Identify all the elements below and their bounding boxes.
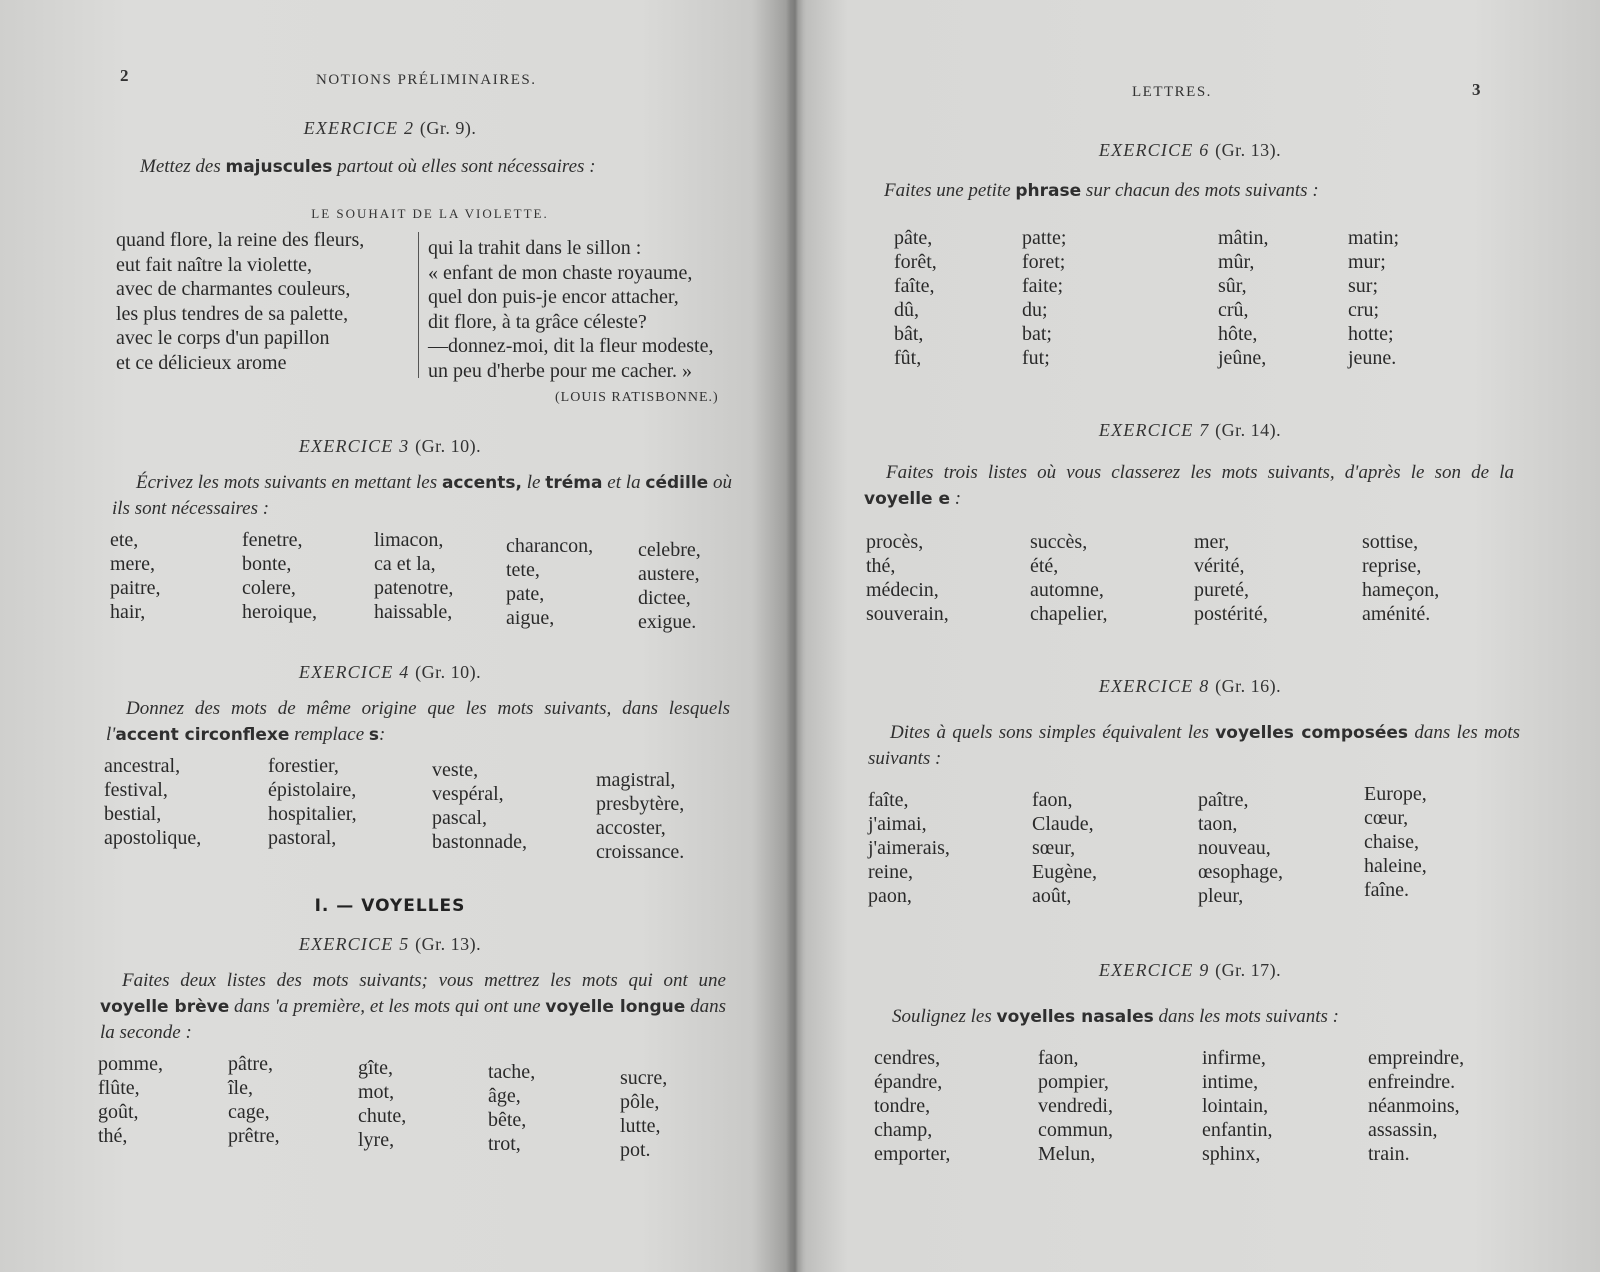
- word: pompier,: [1038, 1071, 1109, 1093]
- exercise-3-instruction: [112, 470, 732, 522]
- word: hôte,: [1218, 323, 1258, 345]
- word: tache,: [488, 1061, 536, 1083]
- word: hair,: [110, 601, 146, 623]
- word: île,: [228, 1077, 253, 1099]
- word-column: [506, 528, 638, 634]
- instruction-text: Faites trois listes où vous classerez les mots suivants, d'après le son de la: [886, 462, 1514, 483]
- poem-line: qui la trahit dans le sillon :: [428, 237, 642, 259]
- word: trot,: [488, 1133, 521, 1155]
- exercise-title-text: EXERCICE 2: [303, 118, 415, 138]
- word: chaise,: [1364, 831, 1419, 853]
- word: intime,: [1202, 1071, 1259, 1093]
- word: haissable,: [374, 601, 453, 623]
- instruction-text: le: [521, 472, 546, 493]
- exercise-ref: (Gr. 13).: [415, 934, 482, 954]
- word: pâte,: [894, 227, 933, 249]
- exercise-7-title: [820, 420, 1560, 441]
- word: lutte,: [620, 1115, 661, 1137]
- word: patenotre,: [374, 577, 454, 599]
- exercise-ref: (Gr. 17).: [1215, 960, 1282, 980]
- word: pôle,: [620, 1091, 660, 1113]
- word: mûr,: [1218, 251, 1255, 273]
- exercise-4-instruction: [106, 696, 730, 748]
- word-column: [1038, 1046, 1202, 1166]
- word-column: [874, 1046, 1038, 1166]
- word: sottise,: [1362, 531, 1419, 553]
- word-column: [268, 754, 432, 864]
- word: exigue.: [638, 611, 697, 633]
- exercise-ref: (Gr. 9).: [419, 118, 477, 138]
- word: nouveau,: [1198, 837, 1271, 859]
- word: pleur,: [1198, 885, 1244, 907]
- word-column: [1032, 788, 1198, 908]
- page-number: 3: [1472, 80, 1481, 99]
- word-column: [1218, 226, 1348, 370]
- exercise-5-title: [40, 934, 740, 955]
- instruction-text: Soulignez les: [892, 1006, 997, 1027]
- left-page: [0, 0, 780, 1272]
- instruction-emphasis: accent circonflexe: [115, 725, 290, 745]
- word: taon,: [1198, 813, 1238, 835]
- instruction-text: :: [950, 488, 962, 509]
- word: reprise,: [1362, 555, 1422, 577]
- word: Eugène,: [1032, 861, 1097, 883]
- word: mur;: [1348, 251, 1386, 273]
- instruction-emphasis: voyelle longue: [545, 997, 686, 1017]
- exercise-3-words: [110, 528, 738, 634]
- word: cendres,: [874, 1047, 941, 1069]
- word: chapelier,: [1030, 603, 1108, 625]
- word: fenetre,: [242, 529, 303, 551]
- word: veste,: [432, 759, 479, 781]
- word: enfreindre.: [1368, 1071, 1456, 1093]
- word: sœur,: [1032, 837, 1076, 859]
- exercise-ref: (Gr. 13).: [1215, 140, 1282, 160]
- word: festival,: [104, 779, 168, 801]
- exercise-7-words: [866, 530, 1482, 626]
- word: été,: [1030, 555, 1059, 577]
- word: aigue,: [506, 607, 555, 629]
- word: faon,: [1032, 789, 1073, 811]
- poem-line: quand flore, la reine des fleurs,: [116, 229, 365, 251]
- word: épistolaire,: [268, 779, 357, 801]
- word-column: [1362, 530, 1482, 626]
- word-column: [596, 754, 726, 864]
- instruction-emphasis: voyelles composées: [1215, 723, 1409, 743]
- instruction-text: Mettez des: [140, 156, 226, 177]
- poem-left-column: [116, 228, 364, 375]
- word: œsophage,: [1198, 861, 1283, 883]
- exercise-6-instruction: [884, 178, 1524, 204]
- word-column: [868, 788, 1032, 908]
- word: faîne.: [1364, 879, 1409, 901]
- word: pâtre,: [228, 1053, 273, 1075]
- word: sur;: [1348, 275, 1378, 297]
- word: faite;: [1022, 275, 1064, 297]
- word: faîte,: [868, 789, 909, 811]
- word: bestial,: [104, 803, 162, 825]
- exercise-8-title: [820, 676, 1560, 697]
- poem-divider: [418, 232, 419, 378]
- word-column: [432, 754, 596, 864]
- exercise-2-instruction: [140, 154, 700, 180]
- poem-title: LE SOUHAIT DE LA VIOLETTE.: [311, 206, 549, 221]
- poem-line: —donnez-moi, dit la fleur modeste,: [428, 335, 714, 357]
- word: chute,: [358, 1105, 407, 1127]
- word: lyre,: [358, 1129, 395, 1151]
- exercise-ref: (Gr. 10).: [415, 436, 482, 456]
- word: épandre,: [874, 1071, 943, 1093]
- exercise-2-title: [40, 118, 740, 139]
- word: celebre,: [638, 539, 701, 561]
- word: Europe,: [1364, 783, 1427, 805]
- word: limacon,: [374, 529, 444, 551]
- word: jeûne,: [1218, 347, 1267, 369]
- exercise-ref: (Gr. 14).: [1215, 420, 1282, 440]
- word: jeune.: [1348, 347, 1397, 369]
- word: dictee,: [638, 587, 691, 609]
- word-column: [374, 528, 506, 634]
- word: tondre,: [874, 1095, 931, 1117]
- running-head: NOTIONS PRÉLIMINAIRES.: [316, 72, 537, 88]
- poem-line: les plus tendres de sa palette,: [116, 302, 349, 325]
- exercise-title-text: EXERCICE 7: [1098, 420, 1210, 440]
- word: infirme,: [1202, 1047, 1266, 1069]
- exercise-ref: (Gr. 10).: [415, 662, 482, 682]
- running-head: LETTRES.: [1132, 84, 1212, 100]
- word: emporter,: [874, 1143, 951, 1165]
- poem-line: quel don puis-je encor attacher,: [428, 286, 679, 308]
- word: sucre,: [620, 1067, 668, 1089]
- word: cœur,: [1364, 807, 1409, 829]
- word: flûte,: [98, 1077, 140, 1099]
- instruction-text: où ils sont nécessaires :: [112, 472, 732, 519]
- exercise-9-words: [874, 1046, 1498, 1166]
- word-column: [866, 530, 1030, 626]
- word: automne,: [1030, 579, 1104, 601]
- word: postérité,: [1194, 603, 1268, 625]
- word: mâtin,: [1218, 227, 1269, 249]
- exercise-7-instruction: [864, 460, 1514, 512]
- word: apostolique,: [104, 827, 202, 849]
- poem-line: « enfant de mon chaste royaume,: [428, 261, 693, 284]
- word: assassin,: [1368, 1119, 1438, 1141]
- instruction-text: dans les mots suivants :: [868, 722, 1520, 769]
- book-gutter: [786, 0, 806, 1272]
- word: faîte,: [894, 275, 935, 297]
- instruction-text: Faites deux listes des mots suivants; vous mettrez les mots qui ont une: [122, 970, 726, 991]
- exercise-9-title: [820, 960, 1560, 981]
- word: pomme,: [98, 1053, 163, 1075]
- word: mer,: [1194, 531, 1230, 553]
- instruction-text: Écrivez les mots suivants en mettant les: [136, 472, 442, 493]
- word: procès,: [866, 531, 924, 553]
- exercise-title-text: EXERCICE 3: [298, 436, 410, 456]
- word: faon,: [1038, 1047, 1079, 1069]
- instruction-emphasis: voyelle e: [864, 489, 951, 509]
- instruction-text: sur chacun des mots suivants :: [1081, 180, 1319, 201]
- word: ete,: [110, 529, 139, 551]
- exercise-6-title: [820, 140, 1560, 161]
- word: patte;: [1022, 227, 1067, 249]
- word: presbytère,: [596, 793, 685, 815]
- word: j'aimai,: [868, 813, 927, 835]
- word: août,: [1032, 885, 1072, 907]
- word: ancestral,: [104, 755, 181, 777]
- word: hotte;: [1348, 323, 1394, 345]
- word-column: [488, 1052, 620, 1162]
- word-column: [98, 1052, 228, 1162]
- word: hospitalier,: [268, 803, 357, 825]
- word: ca et la,: [374, 553, 436, 575]
- word: forêt,: [894, 251, 937, 273]
- poem-line: eut fait naître la violette,: [116, 253, 313, 276]
- instruction-emphasis: phrase: [1015, 181, 1082, 201]
- poem-line: et ce délicieux arome: [116, 351, 287, 374]
- word: du;: [1022, 299, 1048, 321]
- exercise-title-text: EXERCICE 4: [298, 662, 410, 682]
- word: vendredi,: [1038, 1095, 1113, 1117]
- word: commun,: [1038, 1119, 1113, 1141]
- word-column: [1022, 226, 1218, 370]
- instruction-text: dans 'a première, et les mots qui ont une: [229, 996, 546, 1017]
- exercise-4-title: [40, 662, 740, 683]
- word: bastonnade,: [432, 831, 527, 853]
- exercise-4-words: [104, 754, 726, 864]
- exercise-5-words: [98, 1052, 710, 1162]
- instruction-text: Faites une petite: [884, 180, 1016, 201]
- word-column: [620, 1052, 710, 1162]
- exercise-title-text: EXERCICE 6: [1098, 140, 1210, 160]
- poem-line: avec de charmantes couleurs,: [116, 278, 351, 300]
- word-column: [110, 528, 242, 634]
- word: vérité,: [1194, 555, 1245, 577]
- word-column: [1364, 782, 1474, 908]
- word: aménité.: [1362, 603, 1431, 625]
- word: mere,: [110, 553, 155, 575]
- word: heroique,: [242, 601, 317, 623]
- word: gîte,: [358, 1057, 393, 1079]
- word: pot.: [620, 1139, 651, 1161]
- word: bât,: [894, 323, 924, 345]
- word: crû,: [1218, 299, 1249, 321]
- word: dû,: [894, 299, 919, 321]
- word: fut;: [1022, 347, 1050, 369]
- poem-line: avec le corps d'un papillon: [116, 327, 330, 349]
- instruction-emphasis: cédille: [645, 473, 709, 493]
- word: bête,: [488, 1109, 527, 1131]
- word: cru;: [1348, 299, 1380, 321]
- word: champ,: [874, 1119, 933, 1141]
- word: lointain,: [1202, 1095, 1269, 1117]
- instruction-text: Donnez des mots de même origine que les mots suivants, dans lesquels l': [106, 698, 730, 745]
- word: souverain,: [866, 603, 949, 625]
- word-column: [104, 754, 268, 864]
- word: tete,: [506, 559, 540, 581]
- word-column: [358, 1052, 488, 1162]
- word: forestier,: [268, 755, 339, 777]
- word: haleine,: [1364, 855, 1427, 877]
- exercise-8-words: [868, 783, 1474, 908]
- word-column: [1368, 1046, 1498, 1166]
- exercise-title-text: EXERCICE 8: [1098, 676, 1210, 696]
- instruction-emphasis: voyelle brève: [100, 997, 230, 1017]
- instruction-text: et la: [602, 472, 646, 493]
- word: pate,: [506, 583, 545, 605]
- word-column: [1194, 530, 1362, 626]
- word: croissance.: [596, 841, 685, 863]
- right-page: [820, 0, 1600, 1272]
- word: sphinx,: [1202, 1143, 1261, 1165]
- page-number: 2: [120, 66, 129, 85]
- word: goût,: [98, 1101, 139, 1123]
- word: paitre,: [110, 577, 161, 599]
- word: accoster,: [596, 817, 666, 839]
- word: colere,: [242, 577, 296, 599]
- word: thé,: [98, 1125, 128, 1147]
- word: pureté,: [1194, 579, 1249, 601]
- word: reine,: [868, 861, 913, 883]
- word: pascal,: [432, 807, 487, 829]
- word: bat;: [1022, 323, 1052, 345]
- exercise-6-words: [894, 226, 1448, 370]
- poem-line: dit flore, à ta grâce céleste?: [428, 310, 647, 333]
- instruction-emphasis: majuscules: [225, 157, 333, 177]
- exercise-title-text: EXERCICE 9: [1098, 960, 1210, 980]
- word: matin;: [1348, 227, 1400, 249]
- word: austere,: [638, 563, 700, 585]
- exercise-5-instruction: [100, 968, 726, 1046]
- word: bonte,: [242, 553, 292, 575]
- poem-attribution: (LOUIS RATISBONNE.): [555, 390, 719, 405]
- instruction-text: Dites à quels sons simples équivalent les: [890, 722, 1216, 743]
- word: magistral,: [596, 769, 676, 791]
- word: empreindre,: [1368, 1047, 1465, 1069]
- instruction-text: remplace: [289, 724, 369, 745]
- word: mot,: [358, 1081, 395, 1103]
- word: prêtre,: [228, 1125, 280, 1147]
- word: j'aimerais,: [868, 837, 950, 859]
- word: paon,: [868, 885, 912, 907]
- poem-right-column: [428, 236, 713, 383]
- word: néanmoins,: [1368, 1095, 1460, 1117]
- word-column: [1030, 530, 1194, 626]
- exercise-title-text: EXERCICE 5: [298, 934, 410, 954]
- word: sûr,: [1218, 275, 1247, 297]
- word-column: [242, 528, 374, 634]
- exercise-3-title: [40, 436, 740, 457]
- word: fût,: [894, 347, 922, 369]
- word-column: [1348, 226, 1448, 370]
- exercise-8-instruction: [868, 720, 1520, 772]
- instruction-emphasis: accents,: [441, 473, 522, 493]
- word: enfantin,: [1202, 1119, 1273, 1141]
- word: foret;: [1022, 251, 1066, 273]
- word: âge,: [488, 1085, 521, 1107]
- word-column: [1202, 1046, 1368, 1166]
- instruction-emphasis: s: [368, 725, 380, 745]
- exercise-ref: (Gr. 16).: [1215, 676, 1282, 696]
- word-column: [894, 226, 1022, 370]
- instruction-text: partout où elles sont nécessaires :: [332, 156, 596, 177]
- word: Melun,: [1038, 1143, 1096, 1165]
- word: Claude,: [1032, 813, 1094, 835]
- instruction-text: :: [379, 724, 386, 745]
- word-column: [1198, 788, 1364, 908]
- word: médecin,: [866, 579, 939, 601]
- word: succès,: [1030, 531, 1088, 553]
- instruction-text: dans la seconde :: [100, 996, 727, 1043]
- word: pastoral,: [268, 827, 337, 849]
- word-column: [228, 1052, 358, 1162]
- instruction-emphasis: voyelles nasales: [996, 1007, 1154, 1027]
- instruction-emphasis: tréma: [545, 473, 603, 493]
- poem-line: un peu d'herbe pour me cacher. »: [428, 359, 693, 382]
- word: vespéral,: [432, 783, 504, 805]
- word: paître,: [1198, 789, 1249, 811]
- exercise-9-instruction: [892, 1004, 1532, 1030]
- word: hameçon,: [1362, 579, 1440, 601]
- word: cage,: [228, 1101, 270, 1123]
- word: charancon,: [506, 535, 594, 557]
- section-heading: I. — VOYELLES: [314, 896, 466, 916]
- word-column: [638, 528, 738, 634]
- word: thé,: [866, 555, 896, 577]
- instruction-text: dans les mots suivants :: [1153, 1006, 1339, 1027]
- word: train.: [1368, 1143, 1410, 1165]
